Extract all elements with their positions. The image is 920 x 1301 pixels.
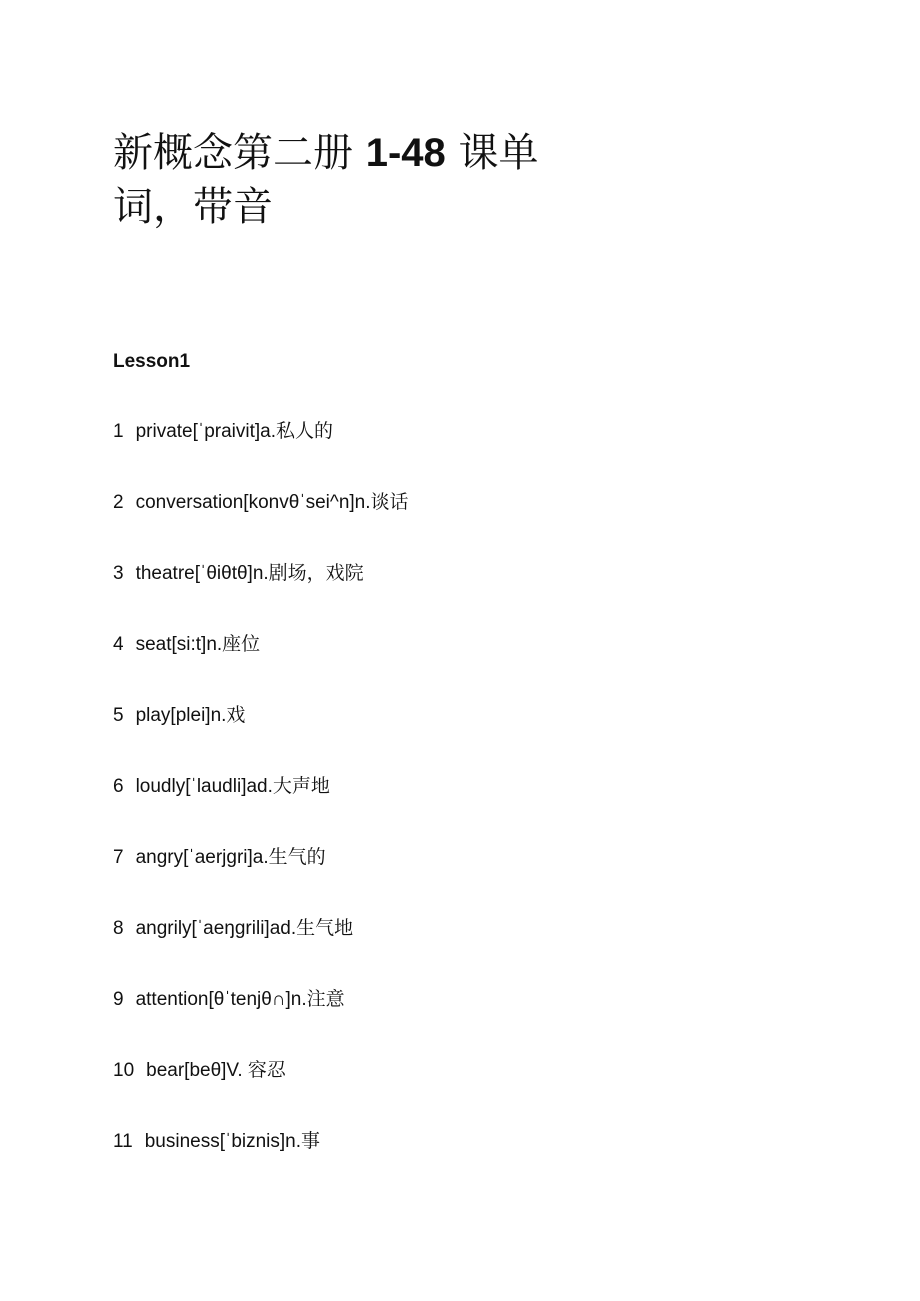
vocabulary-item [113,846,409,917]
item-entry: angrily[ˈaeŋgrili]ad.生气地 [135,918,354,939]
item-entry: conversation[konvθˈsei^n]n.谈话 [135,492,409,513]
item-index: 5 [113,705,124,726]
item-entry: business[ˈbiznis]n.事 [144,1131,321,1152]
vocabulary-item [113,988,409,1059]
item-entry: seat[si:t]n.座位 [135,634,261,655]
title-number: 1-48 [365,131,446,175]
item-entry: theatre[ˈθiθtθ]n.剧场，戏院 [135,563,364,584]
item-entry: private[ˈpraivit]a.私人的 [135,421,334,442]
lesson-heading: Lesson1 [113,351,191,372]
item-index: 2 [113,492,124,513]
vocabulary-item [113,562,409,633]
item-index: 6 [113,776,124,797]
vocabulary-item [113,491,409,562]
item-index: 8 [113,918,124,939]
item-entry: play[plei]n.戏 [135,705,246,726]
vocabulary-item [113,704,409,775]
vocabulary-item [113,917,409,988]
vocabulary-item [113,775,409,846]
item-index: 7 [113,847,124,868]
item-entry: bear[beθ]V. 容忍 [146,1060,286,1081]
document-title [113,126,563,234]
item-entry: loudly[ˈlaudli]ad.大声地 [135,776,330,797]
vocabulary-item [113,633,409,704]
item-entry: angry[ˈaerjgri]a.生气的 [135,847,326,868]
item-index: 11 [113,1131,133,1152]
vocabulary-item [113,420,409,491]
item-index: 4 [113,634,124,655]
vocabulary-item [113,1130,409,1201]
item-index: 3 [113,563,124,584]
item-index: 10 [113,1060,135,1081]
title-suffix: 课单词，带音 [113,130,539,230]
vocabulary-item [113,1059,409,1130]
item-index: 9 [113,989,124,1010]
item-entry: attention[θˈtenjθ∩]n.注意 [135,989,345,1010]
item-index: 1 [113,421,124,442]
vocabulary-list [113,420,409,1201]
title-prefix: 新概念第二册 [113,130,353,176]
